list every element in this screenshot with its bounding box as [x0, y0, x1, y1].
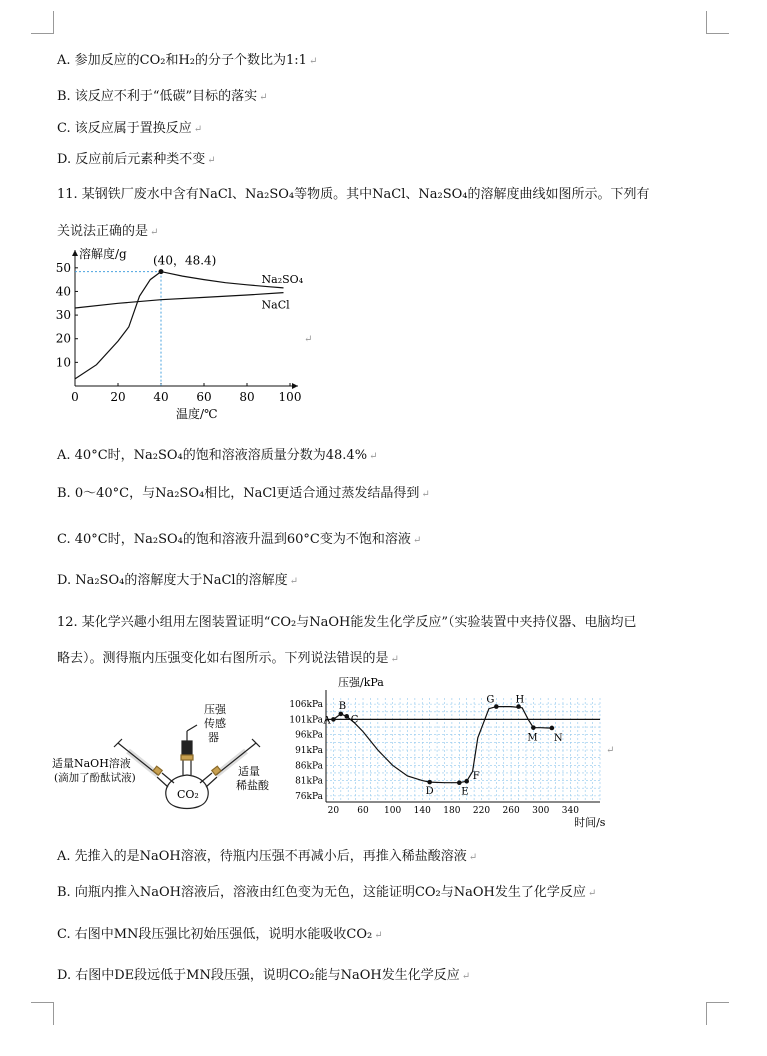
- point-m: [531, 725, 536, 730]
- point-a: [331, 717, 336, 722]
- y-axis-arrow: [72, 250, 78, 256]
- point-label-g: G: [486, 694, 495, 706]
- x-tick-label: 60: [196, 390, 212, 404]
- x-tick-label: 40: [153, 390, 169, 404]
- x-tick-label: 220: [472, 806, 491, 816]
- crop-mark-bottom-left: [31, 1002, 54, 1025]
- crop-mark-bottom-right: [706, 1002, 729, 1025]
- point-n: [550, 726, 555, 731]
- flask-center-neck: [183, 759, 191, 775]
- x-tick-label: 20: [110, 390, 126, 404]
- y-tick-label: 96kPa: [295, 730, 323, 741]
- y-tick-label: 10: [55, 355, 71, 370]
- x-tick-label: 60: [357, 806, 369, 816]
- solubility-chart: [50, 246, 320, 426]
- q12-stem-line1: 12. 某化学兴趣小组用左图装置证明“CO₂与NaOH能发生化学反应”（实验装置中夹持仪器、电脑均已: [57, 615, 637, 630]
- x-axis-label: 温度/℃: [176, 407, 218, 421]
- apparatus-diagram: [50, 695, 300, 810]
- y-tick-label: 101kPa: [289, 715, 323, 726]
- point-e: [457, 780, 462, 785]
- y-tick-label: 76kPa: [295, 791, 323, 802]
- q12-option-a: A. 先推入的是NaOH溶液，待瓶内压强不再减小后，再推入稀盐酸溶液 ↵: [57, 849, 478, 864]
- point-b: [339, 712, 344, 717]
- point-d: [427, 780, 432, 785]
- sensor-label-3: 器: [208, 731, 219, 744]
- sensor-label-2: 传感: [204, 717, 226, 730]
- x-tick-label: 80: [239, 390, 255, 404]
- point-label-m: M: [527, 732, 538, 744]
- q12-stem-line2: 略去）。测得瓶内压强变化如右图所示。下列说法错误的是 ↵: [57, 651, 399, 666]
- series-line-na2so4: [75, 272, 284, 379]
- series-label: Na₂SO₄: [261, 272, 304, 286]
- series-label: NaCl: [261, 298, 290, 312]
- crop-mark-top-right: [706, 11, 729, 34]
- pressure-curve: [333, 707, 554, 783]
- y-tick-label: 50: [55, 260, 71, 275]
- q11-option-b: B. 0～40°C，与Na₂SO₄相比，NaCl更适合通过蒸发结晶得到 ↵: [57, 486, 430, 501]
- x-tick-label: 140: [413, 806, 431, 816]
- x-tick-label: 300: [532, 806, 550, 816]
- q11-option-d: D. Na₂SO₄的溶解度大于NaCl的溶解度 ↵: [57, 573, 298, 588]
- x-tick-label: 340: [561, 806, 579, 816]
- y-tick-label: 106kPa: [289, 700, 323, 711]
- q10-option-b: B. 该反应不利于“低碳”目标的落实 ↵: [57, 89, 268, 104]
- y-tick-label: 30: [55, 308, 71, 323]
- q11-option-a: A. 40°C时，Na₂SO₄的饱和溶液溶质量分数为48.4% ↵: [57, 448, 378, 463]
- sensor-label-1: 压强: [204, 703, 226, 716]
- point-f: [464, 779, 469, 784]
- x-axis-arrow: [292, 383, 298, 389]
- q12-option-b: B. 向瓶内推入NaOH溶液后，溶液由红色变为无色，这能证明CO₂与NaOH发生了化学反应 ↵: [57, 885, 597, 900]
- y-axis-label: 压强/kPa: [338, 676, 384, 689]
- sensor-body: [182, 741, 192, 755]
- y-tick-label: 20: [55, 331, 71, 346]
- right-syringe-label-2: 稀盐酸: [236, 779, 269, 792]
- x-tick-label: 260: [502, 806, 520, 816]
- x-tick-label: 100: [278, 390, 302, 404]
- series-line-nacl: [75, 293, 284, 308]
- q12-option-c: C. 右图中MN段压强比初始压强低，说明水能吸收CO₂ ↵: [57, 927, 383, 942]
- point-label-a: A: [323, 715, 331, 727]
- left-syringe-label-1: 适量NaOH溶液: [52, 757, 131, 770]
- point-label-n: N: [553, 732, 563, 744]
- chart1-return-mark: ↵: [304, 334, 313, 345]
- q10-option-d: D. 反应前后元素种类不变 ↵: [57, 152, 216, 167]
- q12-option-d: D. 右图中DE段远低于MN段压强，说明CO₂能与NaOH发生化学反应 ↵: [57, 968, 471, 983]
- x-tick-label: 0: [71, 390, 79, 404]
- flask-label: CO₂: [177, 788, 199, 801]
- q11-option-c: C. 40°C时，Na₂SO₄的饱和溶液升温到60°C变为不饱和溶液 ↵: [57, 532, 422, 547]
- y-tick-label: 40: [55, 284, 71, 299]
- q10-option-a: A. 参加反应的CO₂和H₂的分子个数比为1:1 ↵: [57, 53, 318, 68]
- point-label-h: H: [515, 694, 525, 706]
- point-label-b: B: [338, 700, 347, 712]
- crop-mark-top-left: [31, 11, 54, 34]
- y-tick-label: 81kPa: [295, 776, 323, 787]
- point-label-e: E: [461, 786, 469, 798]
- point-label-d: D: [425, 786, 434, 798]
- x-tick-label: 100: [384, 806, 402, 816]
- chart2-return-mark: ↵: [606, 745, 615, 756]
- y-tick-label: 91kPa: [295, 746, 323, 756]
- left-syringe-label-2: (滴加了酚酞试液): [54, 772, 136, 784]
- q11-stem-line2: 关说法正确的是 ↵: [57, 224, 159, 239]
- y-axis-label: 溶解度/g: [79, 247, 127, 261]
- marked-point: [159, 269, 164, 274]
- x-tick-label: 180: [443, 806, 461, 816]
- y-tick-label: 86kPa: [295, 761, 323, 772]
- right-syringe-label-1: 适量: [238, 765, 260, 778]
- q11-stem-line1: 11. 某钢铁厂废水中含有NaCl、Na₂SO₄等物质。其中NaCl、Na₂SO₄的溶解度曲线如图所示。下列有: [57, 187, 650, 202]
- q10-option-c: C. 该反应属于置换反应 ↵: [57, 121, 203, 136]
- x-axis-label: 时间/s: [574, 816, 606, 829]
- pressure-chart: [280, 674, 620, 834]
- point-label-c: C: [350, 714, 359, 726]
- point-label-f: F: [472, 771, 480, 783]
- point-c: [344, 714, 349, 719]
- point-annotation: (40，48.4): [153, 253, 217, 268]
- x-tick-label: 20: [327, 806, 340, 816]
- point-g: [494, 704, 499, 709]
